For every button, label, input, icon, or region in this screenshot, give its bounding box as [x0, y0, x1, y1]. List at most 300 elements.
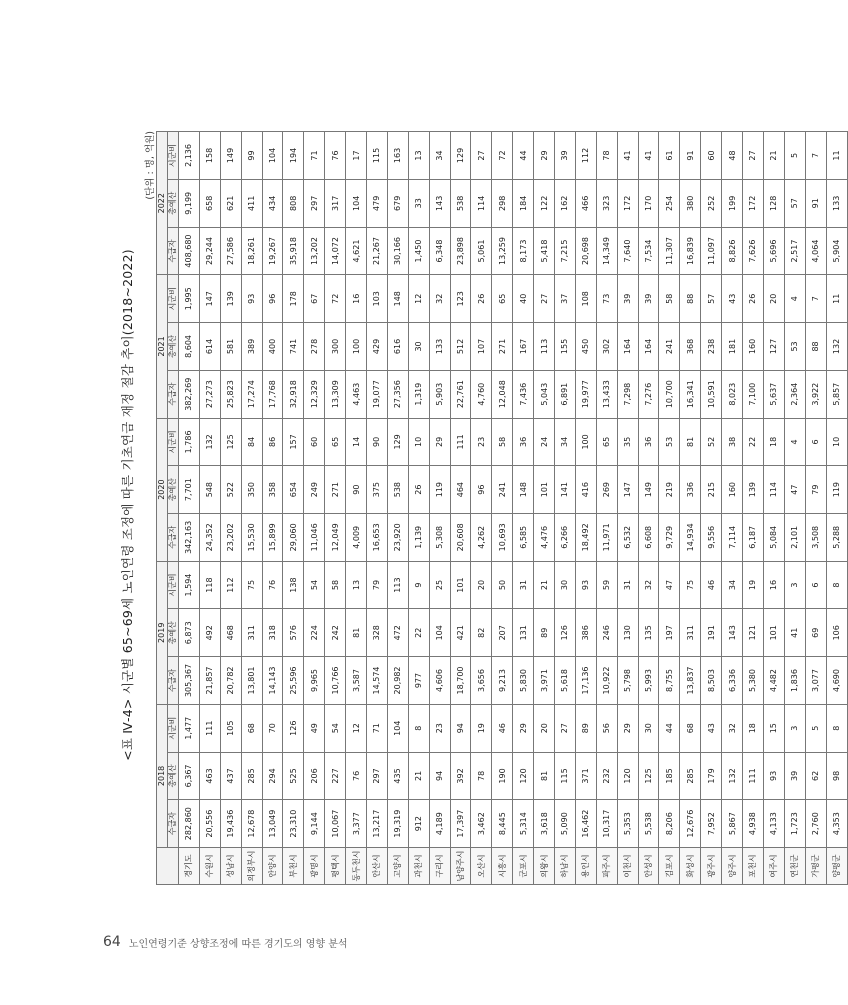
table-cell: 6,608 [638, 513, 659, 561]
table-cell: 21 [534, 561, 555, 609]
table-cell: 2,760 [805, 800, 826, 848]
table-cell: 61 [659, 132, 680, 180]
subheader: 수급자 [168, 370, 179, 418]
region-name: 하남시 [555, 848, 576, 885]
table-cell: 1,786 [179, 418, 200, 466]
table-cell: 8 [826, 704, 847, 752]
table-cell: 21,267 [367, 227, 388, 275]
table-cell: 12 [408, 275, 429, 323]
subheader-row [168, 132, 179, 885]
table-cell: 129 [387, 418, 408, 466]
table-cell: 252 [701, 179, 722, 227]
subheader: 총예산 [168, 179, 179, 227]
table-cell: 39 [617, 275, 638, 323]
table-cell: 20 [763, 275, 784, 323]
table-cell: 4,938 [743, 800, 764, 848]
table-cell: 68 [680, 704, 701, 752]
table-row [534, 132, 555, 885]
table-cell: 297 [304, 179, 325, 227]
table-cell: 125 [638, 752, 659, 800]
table-cell: 392 [450, 752, 471, 800]
table-cell: 54 [325, 704, 346, 752]
region-name: 광주시 [701, 848, 722, 885]
table-body [179, 132, 848, 885]
table-cell: 35 [617, 418, 638, 466]
table-cell: 5,090 [555, 800, 576, 848]
table-cell: 58 [659, 275, 680, 323]
table-cell: 525 [283, 752, 304, 800]
table-cell: 30 [555, 561, 576, 609]
table-cell: 14,072 [325, 227, 346, 275]
table-cell: 33 [408, 179, 429, 227]
subheader: 시군비 [168, 418, 179, 466]
table-row [283, 132, 304, 885]
table-cell: 7,534 [638, 227, 659, 275]
region-name: 평택시 [325, 848, 346, 885]
table-cell: 120 [513, 752, 534, 800]
table-row [701, 132, 722, 885]
table-cell: 34 [555, 418, 576, 466]
table-cell: 215 [701, 466, 722, 514]
table-cell: 29 [429, 418, 450, 466]
table-row [784, 132, 805, 885]
table-cell: 548 [199, 466, 220, 514]
table-cell: 20 [534, 704, 555, 752]
table-row [241, 132, 262, 885]
table-cell: 6,348 [429, 227, 450, 275]
table-cell: 8,755 [659, 657, 680, 705]
table-row [722, 132, 743, 885]
table-cell: 23 [471, 418, 492, 466]
table-cell: 7 [805, 132, 826, 180]
table-cell: 3,462 [471, 800, 492, 848]
table-cell: 17,274 [241, 370, 262, 418]
table-cell: 53 [659, 418, 680, 466]
year-header: 2022 [157, 132, 168, 275]
table-cell: 9,144 [304, 800, 325, 848]
page-footer [103, 932, 523, 952]
table-cell: 246 [596, 609, 617, 657]
table-row [763, 132, 784, 885]
table-cell: 9,199 [179, 179, 200, 227]
table-cell: 49 [304, 704, 325, 752]
table-cell: 2,517 [784, 227, 805, 275]
table-cell: 47 [659, 561, 680, 609]
table-cell: 206 [304, 752, 325, 800]
table-cell: 114 [471, 179, 492, 227]
table-cell: 294 [262, 752, 283, 800]
table-cell: 41 [617, 132, 638, 180]
table-cell: 104 [387, 704, 408, 752]
table-cell: 9 [408, 561, 429, 609]
table-cell: 400 [262, 323, 283, 371]
table-cell: 30,166 [387, 227, 408, 275]
table-cell: 4,482 [763, 657, 784, 705]
table-cell: 19 [743, 561, 764, 609]
table-cell: 12,048 [492, 370, 513, 418]
table-cell: 88 [805, 323, 826, 371]
table-row [513, 132, 534, 885]
table-cell: 11,097 [701, 227, 722, 275]
table-cell: 58 [325, 561, 346, 609]
table-cell: 576 [283, 609, 304, 657]
table-cell: 79 [367, 561, 388, 609]
table-cell: 157 [283, 418, 304, 466]
table-cell: 18 [763, 418, 784, 466]
table-cell: 191 [701, 609, 722, 657]
table-cell: 468 [220, 609, 241, 657]
table-cell: 16,341 [680, 370, 701, 418]
table-cell: 96 [471, 466, 492, 514]
region-name: 안양시 [262, 848, 283, 885]
table-cell: 39 [784, 752, 805, 800]
table-cell: 15,530 [241, 513, 262, 561]
table-cell: 24,352 [199, 513, 220, 561]
table-cell: 6 [805, 561, 826, 609]
table-cell: 82 [471, 609, 492, 657]
table-cell: 25,596 [283, 657, 304, 705]
table-cell: 254 [659, 179, 680, 227]
table-cell: 27,356 [387, 370, 408, 418]
table-cell: 19,267 [262, 227, 283, 275]
table-cell: 39 [638, 275, 659, 323]
table-cell: 65 [492, 275, 513, 323]
table-cell: 17,768 [262, 370, 283, 418]
table-cell: 41 [638, 132, 659, 180]
table-cell: 133 [429, 323, 450, 371]
table-cell: 104 [429, 609, 450, 657]
table-cell: 79 [805, 466, 826, 514]
table-cell: 31 [513, 561, 534, 609]
table-cell: 13,202 [304, 227, 325, 275]
table-cell: 15,899 [262, 513, 283, 561]
table-cell: 59 [596, 561, 617, 609]
region-name: 군포시 [513, 848, 534, 885]
page-number: 64 [103, 934, 121, 950]
table-cell: 52 [701, 418, 722, 466]
table-cell: 5,061 [471, 227, 492, 275]
table-cell: 133 [826, 179, 847, 227]
table-cell: 13 [346, 561, 367, 609]
subheader: 수급자 [168, 513, 179, 561]
region-name: 이천시 [617, 848, 638, 885]
table-cell: 24 [534, 418, 555, 466]
table-cell: 27 [555, 704, 576, 752]
table-cell: 38 [722, 418, 743, 466]
table-cell: 7 [805, 275, 826, 323]
table-cell: 241 [492, 466, 513, 514]
table-cell: 16,839 [680, 227, 701, 275]
table-cell: 8,206 [659, 800, 680, 848]
table-cell: 1,139 [408, 513, 429, 561]
table-cell: 408,680 [179, 227, 200, 275]
table-cell: 23,920 [387, 513, 408, 561]
table-cell: 18 [743, 704, 764, 752]
table-cell: 297 [367, 752, 388, 800]
table-cell: 808 [283, 179, 304, 227]
table-cell: 107 [471, 323, 492, 371]
region-name: 성남시 [220, 848, 241, 885]
table-cell: 81 [534, 752, 555, 800]
running-title: 노인연령기준 상향조정에 따른 경기도의 영향 분석 [128, 938, 348, 950]
table-cell: 4,690 [826, 657, 847, 705]
table-cell: 56 [596, 704, 617, 752]
table-cell: 14,934 [680, 513, 701, 561]
table-cell: 8 [408, 704, 429, 752]
subheader: 시군비 [168, 704, 179, 752]
table-cell: 155 [555, 323, 576, 371]
table-cell: 3,508 [805, 513, 826, 561]
table-cell: 23,202 [220, 513, 241, 561]
table-cell: 164 [638, 323, 659, 371]
region-name: 가평군 [805, 848, 826, 885]
region-header [157, 848, 179, 885]
table-cell: 13,049 [262, 800, 283, 848]
table-cell: 100 [346, 323, 367, 371]
table-cell: 19,319 [387, 800, 408, 848]
subheader: 수급자 [168, 227, 179, 275]
table-cell: 35,918 [283, 227, 304, 275]
table-cell: 148 [387, 275, 408, 323]
table-cell: 18,492 [575, 513, 596, 561]
table-cell: 90 [367, 418, 388, 466]
table-row [826, 132, 847, 885]
table-cell: 538 [387, 466, 408, 514]
table-cell: 118 [199, 561, 220, 609]
table-cell: 463 [199, 752, 220, 800]
table-cell: 17 [346, 132, 367, 180]
region-name: 여주시 [763, 848, 784, 885]
table-cell: 91 [680, 132, 701, 180]
table-cell: 4,621 [346, 227, 367, 275]
table-cell: 311 [680, 609, 701, 657]
table-cell: 88 [680, 275, 701, 323]
table-cell: 34 [722, 561, 743, 609]
table-cell: 6 [805, 418, 826, 466]
table-cell: 127 [763, 323, 784, 371]
rotated-table-page [112, 125, 842, 885]
table-cell: 3,377 [346, 800, 367, 848]
region-name: 김포시 [659, 848, 680, 885]
table-row [680, 132, 701, 885]
region-name: 구리시 [429, 848, 450, 885]
table-cell: 464 [450, 466, 471, 514]
table-cell: 10 [408, 418, 429, 466]
subheader: 수급자 [168, 800, 179, 848]
table-cell: 336 [680, 466, 701, 514]
table-cell: 126 [555, 609, 576, 657]
table-cell: 37 [555, 275, 576, 323]
table-row [429, 132, 450, 885]
table-cell: 20,698 [575, 227, 596, 275]
table-cell: 1,995 [179, 275, 200, 323]
table-cell: 132 [826, 323, 847, 371]
table-cell: 27 [743, 132, 764, 180]
table-cell: 1,836 [784, 657, 805, 705]
region-name: 포천시 [743, 848, 764, 885]
year-header-row [157, 132, 168, 885]
table-cell: 6,367 [179, 752, 200, 800]
table-cell: 19 [471, 704, 492, 752]
table-cell: 19,436 [220, 800, 241, 848]
table-cell: 160 [722, 466, 743, 514]
table-cell: 1,319 [408, 370, 429, 418]
table-cell: 3,656 [471, 657, 492, 705]
region-name: 의왕시 [534, 848, 555, 885]
table-cell: 44 [513, 132, 534, 180]
table-cell: 11 [826, 275, 847, 323]
table-cell: 5,288 [826, 513, 847, 561]
table-cell: 112 [575, 132, 596, 180]
table-cell: 285 [241, 752, 262, 800]
table-cell: 232 [596, 752, 617, 800]
table-cell: 119 [429, 466, 450, 514]
table-cell: 5,867 [722, 800, 743, 848]
table-cell: 147 [617, 466, 638, 514]
table-cell: 271 [325, 466, 346, 514]
table-cell: 14,143 [262, 657, 283, 705]
table-cell: 6,585 [513, 513, 534, 561]
table-cell: 78 [471, 752, 492, 800]
table-cell: 12,678 [241, 800, 262, 848]
table-cell: 4,476 [534, 513, 555, 561]
table-cell: 30 [408, 323, 429, 371]
subheader: 시군비 [168, 275, 179, 323]
table-cell: 1,477 [179, 704, 200, 752]
table-row [346, 132, 367, 885]
table-cell: 5,084 [763, 513, 784, 561]
region-name: 수원시 [199, 848, 220, 885]
table-cell: 39 [555, 132, 576, 180]
table-cell: 4,463 [346, 370, 367, 418]
table-cell: 36 [513, 418, 534, 466]
table-cell: 621 [220, 179, 241, 227]
table-cell: 12 [346, 704, 367, 752]
table-cell: 17,136 [575, 657, 596, 705]
table-cell: 5,418 [534, 227, 555, 275]
table-cell: 19,977 [575, 370, 596, 418]
table-cell: 139 [220, 275, 241, 323]
region-name: 용인시 [575, 848, 596, 885]
table-cell: 8,173 [513, 227, 534, 275]
table-row [555, 132, 576, 885]
table-cell: 5,308 [429, 513, 450, 561]
table-cell: 27 [534, 275, 555, 323]
table-cell: 65 [596, 418, 617, 466]
table-cell: 5,353 [617, 800, 638, 848]
table-cell: 5,857 [826, 370, 847, 418]
table-cell: 12,676 [680, 800, 701, 848]
table-cell: 89 [575, 704, 596, 752]
region-name: 부천시 [283, 848, 304, 885]
table-cell: 512 [450, 323, 471, 371]
table-cell: 8,604 [179, 323, 200, 371]
table-cell: 69 [805, 609, 826, 657]
region-name: 경기도 [179, 848, 200, 885]
table-row [743, 132, 764, 885]
region-name: 동두천시 [346, 848, 367, 885]
table-cell: 141 [555, 466, 576, 514]
table-cell: 135 [638, 609, 659, 657]
table-cell: 5,314 [513, 800, 534, 848]
table-cell: 16 [346, 275, 367, 323]
table-row [659, 132, 680, 885]
table-cell: 5,538 [638, 800, 659, 848]
table-cell: 190 [492, 752, 513, 800]
table-cell: 9,213 [492, 657, 513, 705]
table-cell: 10,922 [596, 657, 617, 705]
table-cell: 60 [701, 132, 722, 180]
table-cell: 139 [743, 466, 764, 514]
table-cell: 3 [784, 561, 805, 609]
table-cell: 912 [408, 800, 429, 848]
table-cell: 13,217 [367, 800, 388, 848]
region-name: 남양주시 [450, 848, 471, 885]
table-cell: 5 [784, 132, 805, 180]
table-cell: 36 [638, 418, 659, 466]
table-cell: 342,163 [179, 513, 200, 561]
table-cell: 23,898 [450, 227, 471, 275]
table-cell: 238 [701, 323, 722, 371]
table-cell: 58 [492, 418, 513, 466]
table-cell: 435 [387, 752, 408, 800]
table-cell: 5,903 [429, 370, 450, 418]
table-cell: 94 [429, 752, 450, 800]
table-cell: 4,064 [805, 227, 826, 275]
table-cell: 411 [241, 179, 262, 227]
table-cell: 2,101 [784, 513, 805, 561]
table-cell: 538 [450, 179, 471, 227]
region-name: 의정부시 [241, 848, 262, 885]
table-cell: 105 [220, 704, 241, 752]
table-row [179, 132, 200, 885]
table-cell: 10,591 [701, 370, 722, 418]
table-row [617, 132, 638, 885]
table-cell: 96 [262, 275, 283, 323]
table-cell: 10,317 [596, 800, 617, 848]
table-cell: 13,801 [241, 657, 262, 705]
table-cell: 197 [659, 609, 680, 657]
table-cell: 160 [743, 323, 764, 371]
table-cell: 3 [784, 704, 805, 752]
table-cell: 20,556 [199, 800, 220, 848]
table-cell: 8,445 [492, 800, 513, 848]
table-cell: 20,782 [220, 657, 241, 705]
table-cell: 278 [304, 323, 325, 371]
table-cell: 17,397 [450, 800, 471, 848]
subheader: 시군비 [168, 132, 179, 180]
table-cell: 5,993 [638, 657, 659, 705]
year-header: 2019 [157, 561, 168, 704]
table-cell: 48 [722, 132, 743, 180]
table-cell: 131 [513, 609, 534, 657]
table-cell: 224 [304, 609, 325, 657]
table-cell: 29,244 [199, 227, 220, 275]
table-cell: 386 [575, 609, 596, 657]
table-caption: <표 Ⅳ-4> 시군별 65~69세 노인연령 조정에 따른 기초연금 재정 절감 추이(2018~2022) [120, 249, 135, 761]
table-cell: 741 [283, 323, 304, 371]
table-row [492, 132, 513, 885]
table-cell: 7,114 [722, 513, 743, 561]
table-cell: 13,259 [492, 227, 513, 275]
table-cell: 106 [826, 609, 847, 657]
table-cell: 318 [262, 609, 283, 657]
table-cell: 71 [304, 132, 325, 180]
table-cell: 104 [346, 179, 367, 227]
table-cell: 13,433 [596, 370, 617, 418]
table-cell: 76 [262, 561, 283, 609]
table-cell: 148 [513, 466, 534, 514]
